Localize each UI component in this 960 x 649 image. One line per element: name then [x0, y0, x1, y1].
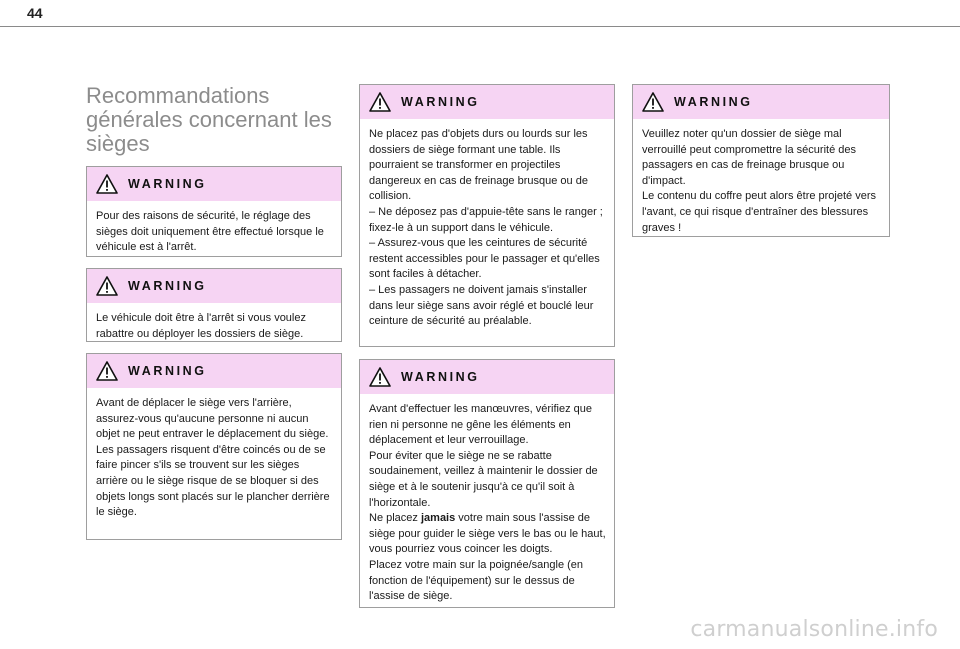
bold-word: jamais — [420, 512, 456, 525]
warning-box-2 — [86, 268, 342, 342]
warning-label: WARNING — [401, 95, 480, 109]
warning-box-5 — [359, 359, 615, 608]
warning-label: WARNING — [128, 279, 207, 293]
warning-label: WARNING — [674, 95, 753, 109]
paragraph: Pour des raisons de sécurité, le réglage des sièges doit uniquement être effectué lorsque le véhicule est à l'arrêt. — [96, 210, 324, 254]
warning-header — [360, 85, 614, 119]
paragraph: Le contenu du coffre peut alors être projeté vers l'avant, ce qui risque d'entraîner des blessures graves ! — [642, 190, 876, 234]
warning-triangle-icon — [96, 361, 118, 381]
top-rule — [0, 26, 960, 27]
paragraph: Avant de déplacer le siège vers l'arrière, assurez-vous qu'aucune personne ni aucun objet ne peut entraver le déplacement du siège. — [96, 397, 329, 441]
paragraph-jamais — [369, 511, 606, 558]
warning-box-1 — [86, 166, 342, 257]
paragraph: – Ne déposez pas d'appuie-tête sans le ranger ; fixez-le à un support dans le véhicule. — [369, 205, 603, 234]
warning-triangle-icon — [96, 174, 118, 194]
paragraph: Les passagers risquent d'être coincés ou de se faire pincer s'ils se trouvent sur les sièges arrière ou le siège risque de se bloquer si des objets longs sont placés sur le plancher derrière le siège. — [96, 443, 330, 519]
warning-text — [87, 388, 341, 527]
warning-label: WARNING — [128, 177, 207, 191]
paragraph: Veuillez noter qu'un dossier de siège mal verrouillé peut compromettre la sécurité des passagers en cas de freinage brusque ou d'impact. — [642, 128, 856, 187]
warning-header — [633, 85, 889, 119]
warning-label: WARNING — [128, 364, 207, 378]
paragraph: – Les passagers ne doivent jamais s'installer dans leur siège sans avoir réglé et bouclé leur ceinture de sécurité au préalable. — [369, 283, 594, 328]
warning-box-6 — [632, 84, 890, 237]
paragraph: Pour éviter que le siège ne se rabatte soudainement, veillez à maintenir le dossier de siège et à le soutenir jusqu'à ce qu'il soit à l'horizontale. — [369, 449, 598, 509]
page-number: 44 — [27, 5, 43, 21]
paragraph: Placez votre main sur la poignée/sangle (en fonction de l'équipement) sur le dessus de l'assise de siège. — [369, 558, 584, 603]
warning-header — [87, 354, 341, 388]
warning-text — [360, 394, 614, 611]
warning-text — [633, 119, 889, 242]
warning-triangle-icon — [642, 92, 664, 112]
text-run: Ne placez — [369, 512, 421, 525]
warning-text — [87, 303, 341, 348]
warning-triangle-icon — [369, 92, 391, 112]
warning-text — [360, 119, 614, 336]
warning-box-3 — [86, 353, 342, 540]
paragraph: – Assurez-vous que les ceintures de sécurité restent accessibles pour le passager et qu'elles sont faciles à détacher. — [369, 237, 600, 281]
warning-triangle-icon — [369, 367, 391, 387]
warning-box-4 — [359, 84, 615, 347]
warning-label: WARNING — [401, 370, 480, 384]
paragraph: Ne placez pas d'objets durs ou lourds sur les dossiers de siège formant une table. Ils pourraient se transformer en projectiles dangereux en cas de freinage brusque ou de collision. — [369, 128, 588, 203]
text-run: votre main sous l'assise de siège pour guider le siège vers le bas ou le haut, vous pourriez vous coincer les doigts. — [369, 512, 606, 556]
warning-text — [87, 201, 341, 262]
warning-header — [87, 167, 341, 201]
warning-header — [87, 269, 341, 303]
paragraph: Le véhicule doit être à l'arrêt si vous voulez rabattre ou déployer les dossiers de siège. — [96, 312, 306, 340]
watermark-link[interactable]: carmanualsonline.info — [690, 617, 938, 642]
warning-triangle-icon — [96, 276, 118, 296]
warning-header — [360, 360, 614, 394]
page-title: Recommandations générales concernant les sièges — [86, 83, 332, 156]
paragraph: Avant d'effectuer les manœuvres, vérifiez que rien ni personne ne gêne les éléments en déplacement et leur verrouillage. — [369, 403, 593, 447]
